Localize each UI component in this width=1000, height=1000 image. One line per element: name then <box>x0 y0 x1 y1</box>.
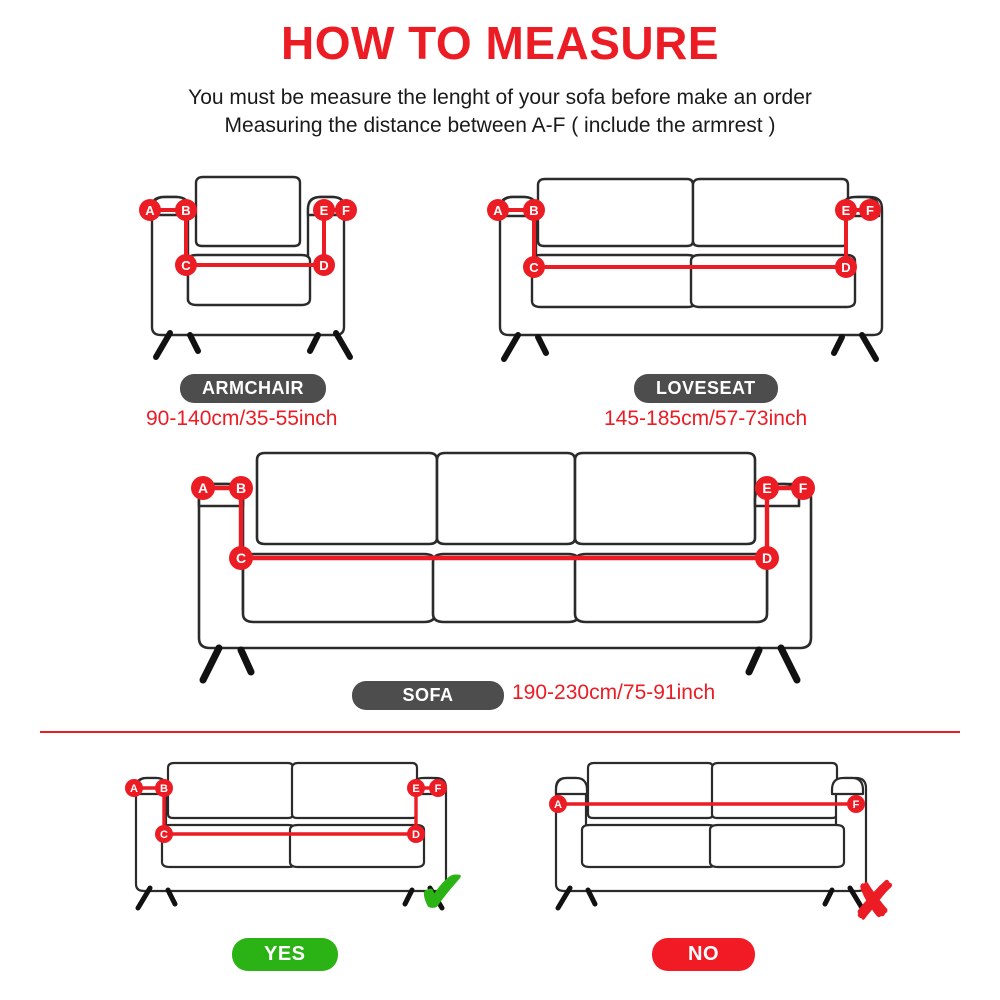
svg-text:A: A <box>130 783 138 795</box>
svg-text:E: E <box>762 480 772 496</box>
loveseat-label: LOVESEAT <box>634 374 778 403</box>
armchair-diagram <box>130 165 380 365</box>
incorrect-example-diagram <box>540 752 880 912</box>
svg-text:F: F <box>866 203 874 218</box>
loveseat-diagram <box>480 165 900 365</box>
svg-text:B: B <box>160 783 168 795</box>
correct-example-diagram <box>120 752 460 912</box>
svg-text:C: C <box>529 260 539 275</box>
svg-text:B: B <box>235 480 247 496</box>
no-label: NO <box>652 938 755 971</box>
yes-label: YES <box>232 938 338 971</box>
svg-text:C: C <box>160 829 168 841</box>
svg-text:F: F <box>342 203 350 218</box>
svg-text:A: A <box>197 480 209 496</box>
svg-text:C: C <box>235 550 247 566</box>
svg-text:F: F <box>434 783 442 795</box>
svg-text:B: B <box>181 203 191 218</box>
loveseat-dimension: 145-185cm/57-73inch <box>604 407 808 430</box>
svg-text:B: B <box>529 203 539 218</box>
svg-text:E: E <box>412 783 420 795</box>
svg-text:E: E <box>319 203 329 218</box>
svg-text:D: D <box>761 550 773 566</box>
svg-text:D: D <box>841 260 851 275</box>
cross-icon: ✘ <box>852 873 896 931</box>
svg-text:D: D <box>319 258 329 273</box>
sofa-dimension: 190-230cm/75-91inch <box>512 681 716 704</box>
svg-text:E: E <box>841 203 851 218</box>
svg-text:F: F <box>798 480 808 496</box>
sofa-label: SOFA <box>352 681 504 710</box>
svg-text:F: F <box>852 799 860 811</box>
svg-text:D: D <box>412 829 420 841</box>
svg-text:C: C <box>181 258 191 273</box>
svg-text:A: A <box>493 203 503 218</box>
instruction-line-2: Measuring the distance between A-F ( include the armrest ) <box>224 114 776 137</box>
section-divider <box>40 731 960 733</box>
check-icon: ✔ <box>418 860 467 925</box>
armchair-dimension: 90-140cm/35-55inch <box>146 407 338 430</box>
svg-text:A: A <box>145 203 155 218</box>
svg-text:A: A <box>554 799 562 811</box>
sofa-diagram <box>175 440 835 690</box>
armchair-label: ARMCHAIR <box>180 374 326 403</box>
instruction-line-1: You must be measure the lenght of your sofa before make an order <box>188 86 812 109</box>
page-title: HOW TO MEASURE <box>280 17 720 69</box>
